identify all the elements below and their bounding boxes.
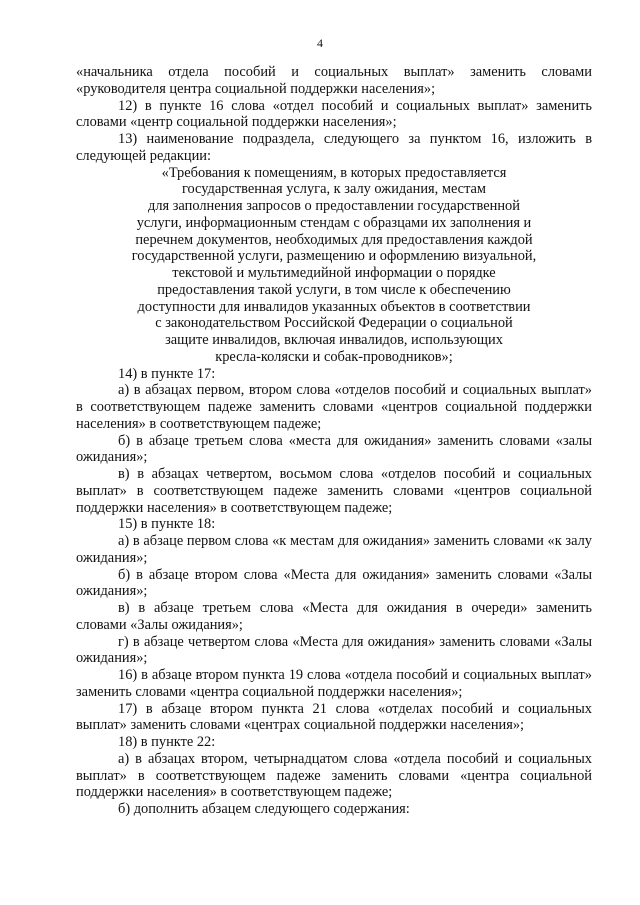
paragraph: 13) наименование подраздела, следующего за пунктом 16, изложить в следующей редакции:	[76, 131, 592, 164]
centered-heading	[76, 165, 592, 366]
paragraph: 12) в пункте 16 слова «отдел пособий и социальных выплат» заменить словами «центр социальной поддержки населения»;	[76, 97, 592, 131]
heading-line: кресла-коляски и собак-проводников»;	[215, 348, 453, 365]
heading-line: для заполнения запросов о предоставлении государственной	[148, 198, 520, 214]
heading-line: «Требования к помещениям, в которых предоставляется	[161, 164, 507, 181]
heading-line: государственной услуги, размещению и оформлению визуальной,	[131, 248, 537, 265]
paragraph: 16) в абзаце втором пункта 19 слова «отдела пособий и социальных выплат» заменить словами «центра социальной поддержки населения»;	[76, 667, 592, 700]
paragraph: «начальника отдела пособий и социальных выплат» заменить словами «руководителя центра социальной поддержки населения»;	[76, 64, 592, 97]
heading-line: доступности для инвалидов указанных объектов в соответствии	[137, 298, 531, 315]
paragraph: б) дополнить абзацем следующего содержания:	[118, 801, 410, 817]
paragraph: 15) в пункте 18:	[118, 516, 216, 533]
heading-line: услуги, информационным стендам с образцами их заполнения и	[136, 214, 532, 231]
heading-line: защите инвалидов, включая инвалидов, использующих	[165, 332, 503, 348]
paragraph: б) в абзаце третьем слова «места для ожидания» заменить словами «залы ожидания»;	[76, 432, 592, 466]
page-number: 4	[317, 36, 323, 50]
heading-line: текстовой и мультимедийной информации о порядке	[172, 265, 496, 281]
paragraph: а) в абзацах втором, четырнадцатом слова «отдела пособий и социальных выплат» в соответствующем падеже заменить словами «центра социальной поддержки населения» в соответствующем падеже;	[76, 750, 592, 801]
heading-line: предоставления такой услуги, в том числе к обеспечению	[157, 281, 511, 298]
heading-line: государственная услуга, к залу ожидания, местам	[181, 181, 487, 198]
heading-line: с законодательством Российской Федерации о социальной	[155, 315, 513, 332]
paragraph: г) в абзаце четвертом слова «Места для ожидания» заменить словами «Залы ожидания»;	[76, 633, 592, 667]
paragraph: 18) в пункте 22:	[118, 734, 216, 750]
paragraph: а) в абзаце первом слова «к местам для ожидания» заменить словами «к залу ожидания»;	[76, 533, 592, 566]
heading-line: перечнем документов, необходимых для предоставления каждой	[135, 231, 533, 248]
paragraph: в) в абзаце третьем слова «Места для ожидания в очереди» заменить словами «Залы ожидания»;	[76, 600, 592, 633]
paragraph: 17) в абзаце втором пункта 21 слова «отделах пособий и социальных выплат» заменить словами «центрах социальной поддержки населения»;	[76, 700, 592, 734]
paragraph: 14) в пункте 17:	[118, 365, 216, 382]
paragraph: б) в абзаце втором слова «Места для ожидания» заменить словами «Залы ожидания»;	[76, 566, 592, 600]
document-body	[76, 64, 592, 818]
paragraph: в) в абзацах четвертом, восьмом слова «отделов пособий и социальных выплат» в соответствующем падеже заменить словами «центров социальной поддержки населения» в соответствующем падеже;	[76, 466, 592, 516]
paragraph: а) в абзацах первом, втором слова «отделов пособий и социальных выплат» в соответствующем падеже заменить словами «центров социальной поддержки населения» в соответствующем падеже;	[76, 382, 592, 432]
